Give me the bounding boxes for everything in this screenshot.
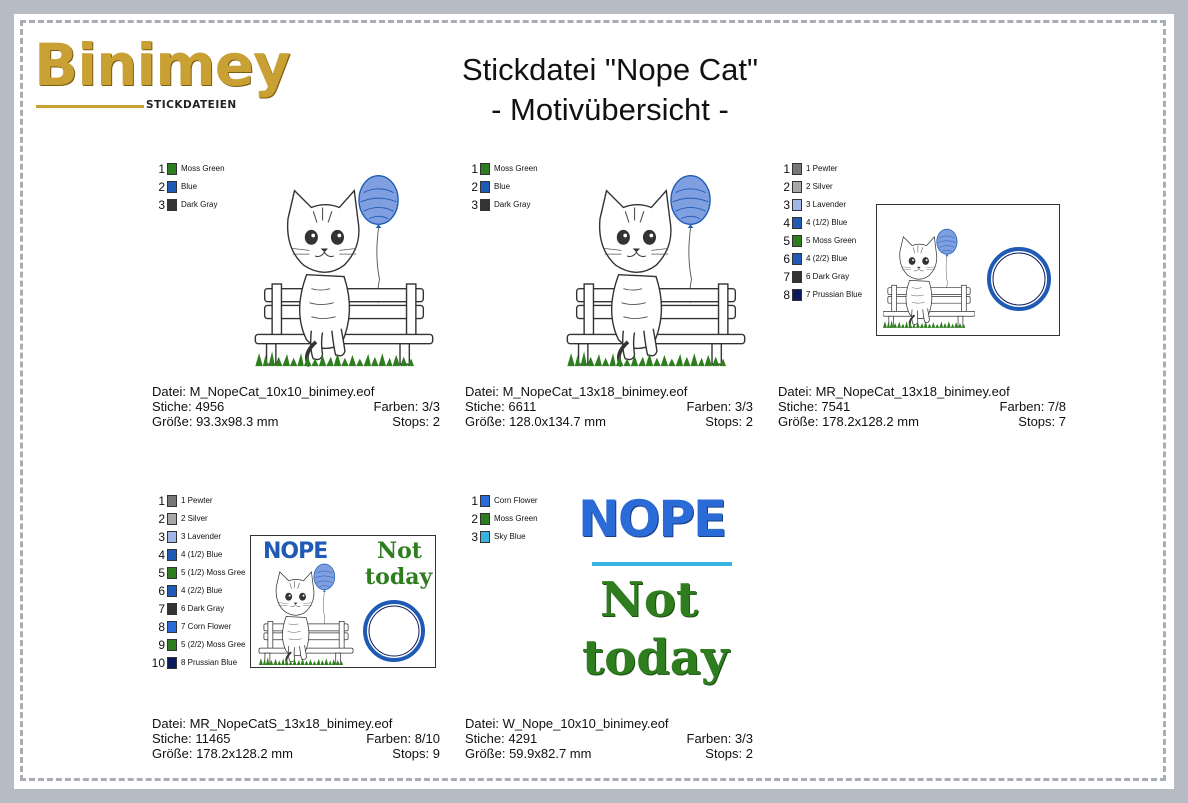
thread-color-name: Sky Blue	[494, 532, 526, 541]
logo-sub-text: STICKDATEIEN	[146, 99, 237, 111]
legend-number: 5	[783, 234, 790, 248]
legend-number: 3	[471, 530, 478, 544]
design-info-5	[465, 716, 753, 761]
file-name: Datei: M_NopeCat_10x10_binimey.eof	[152, 384, 375, 399]
monogram-ring-4	[359, 598, 429, 664]
legend-number: 1	[471, 494, 478, 508]
legend-number: 4	[158, 548, 165, 562]
legend-number: 9	[158, 638, 165, 652]
color-swatch	[480, 531, 490, 543]
legend-number: 2	[158, 180, 165, 194]
thread-color-name: 5 (1/2) Moss Gree	[181, 568, 246, 577]
color-swatch	[480, 163, 490, 175]
logo-main-text: Binimey	[34, 31, 290, 99]
file-name: Datei: MR_NopeCat_13x18_binimey.eof	[778, 384, 1010, 399]
color-count: Farben: 7/8	[999, 399, 1066, 414]
legend-number: 8	[158, 620, 165, 634]
legend-number: 6	[783, 252, 790, 266]
design-size: Größe: 93.3x98.3 mm	[152, 414, 279, 429]
thread-color-name: Dark Gray	[181, 200, 218, 209]
design-info-4	[152, 716, 440, 761]
thread-color-name: 3 Lavender	[181, 532, 222, 541]
color-swatch	[167, 621, 177, 633]
cat-bench-motif-2	[562, 172, 750, 368]
color-swatch	[480, 513, 490, 525]
thread-color-name: Moss Green	[494, 164, 538, 173]
cat-bench-motif-1	[250, 172, 438, 368]
color-swatch	[167, 603, 177, 615]
legend-number: 7	[783, 270, 790, 284]
color-count: Farben: 3/3	[373, 399, 440, 414]
nope-not-today-motif	[572, 490, 742, 710]
thread-color-name: 4 (2/2) Blue	[181, 586, 223, 595]
color-swatch	[167, 639, 177, 651]
design-size: Größe: 59.9x82.7 mm	[465, 746, 592, 761]
thread-color-name: 1 Pewter	[806, 164, 838, 173]
thread-color-name: 2 Silver	[181, 514, 208, 523]
design-info-3	[778, 384, 1066, 429]
page-title: Stickdatei "Nope Cat"	[462, 52, 758, 87]
not-text: Not	[600, 572, 699, 628]
design-info-2	[465, 384, 753, 429]
today-text: today	[365, 564, 433, 590]
stop-count: Stops: 7	[1018, 414, 1066, 429]
file-name: Datei: M_NopeCat_13x18_binimey.eof	[465, 384, 688, 399]
thread-color-name: Corn Flower	[494, 496, 538, 505]
thread-color-name: Moss Green	[181, 164, 225, 173]
stop-count: Stops: 2	[705, 746, 753, 761]
today-text: today	[582, 630, 729, 686]
color-swatch	[167, 585, 177, 597]
legend-number: 6	[158, 584, 165, 598]
thread-color-name: Dark Gray	[494, 200, 531, 209]
hoop-preview-4	[250, 535, 436, 668]
color-swatch	[167, 567, 177, 579]
legend-number: 10	[151, 656, 165, 670]
legend-number: 2	[783, 180, 790, 194]
page-subtitle: - Motivübersicht -	[491, 92, 729, 127]
not-text: Not	[377, 538, 422, 564]
design-size: Größe: 178.2x128.2 mm	[152, 746, 293, 761]
color-swatch	[480, 495, 490, 507]
color-count: Farben: 3/3	[686, 399, 753, 414]
thread-color-name: 7 Corn Flower	[181, 622, 232, 631]
legend-number: 4	[783, 216, 790, 230]
thread-color-name: 4 (1/2) Blue	[181, 550, 223, 559]
legend-number: 1	[158, 162, 165, 176]
color-swatch	[167, 199, 177, 211]
color-swatch	[480, 199, 490, 211]
thread-color-name: 4 (2/2) Blue	[806, 254, 848, 263]
legend-number: 3	[158, 530, 165, 544]
hoop-preview-3	[876, 204, 1060, 336]
thread-color-name: 5 (2/2) Moss Gree	[181, 640, 246, 649]
design-size: Größe: 128.0x134.7 mm	[465, 414, 606, 429]
color-swatch	[167, 163, 177, 175]
legend-number: 5	[158, 566, 165, 580]
cat-bench-motif-4	[257, 562, 355, 666]
stop-count: Stops: 2	[705, 414, 753, 429]
stop-count: Stops: 9	[392, 746, 440, 761]
legend-number: 2	[471, 512, 478, 526]
thread-color-name: 8 Prussian Blue	[181, 658, 238, 667]
color-count: Farben: 8/10	[366, 731, 440, 746]
legend-number: 1	[783, 162, 790, 176]
binimey-logo	[34, 30, 290, 120]
stitch-count: Stiche: 6611	[465, 399, 537, 414]
color-swatch	[167, 531, 177, 543]
thread-color-name: 7 Prussian Blue	[806, 290, 863, 299]
color-swatch	[792, 217, 802, 229]
thread-color-name: 3 Lavender	[806, 200, 847, 209]
color-swatch	[792, 181, 802, 193]
legend-number: 3	[158, 198, 165, 212]
legend-number: 3	[783, 198, 790, 212]
thread-color-name: 1 Pewter	[181, 496, 213, 505]
stitch-count: Stiche: 11465	[152, 731, 231, 746]
legend-number: 2	[471, 180, 478, 194]
color-swatch	[792, 199, 802, 211]
design-size: Größe: 178.2x128.2 mm	[778, 414, 919, 429]
stop-count: Stops: 2	[392, 414, 440, 429]
thread-color-name: 4 (1/2) Blue	[806, 218, 848, 227]
color-swatch	[167, 657, 177, 669]
file-name: Datei: W_Nope_10x10_binimey.eof	[465, 716, 669, 731]
thread-color-name: 6 Dark Gray	[181, 604, 225, 613]
thread-color-name: Blue	[494, 182, 511, 191]
color-swatch	[167, 181, 177, 193]
thread-color-name: Moss Green	[494, 514, 538, 523]
sky-blue-line	[592, 562, 732, 566]
monogram-ring-3	[985, 245, 1053, 313]
legend-number: 3	[471, 198, 478, 212]
logo-underline	[36, 105, 144, 108]
color-swatch	[480, 181, 490, 193]
legend-number: 8	[783, 288, 790, 302]
thread-color-name: 5 Moss Green	[806, 236, 857, 245]
legend-number: 1	[158, 494, 165, 508]
stitch-count: Stiche: 4291	[465, 731, 538, 746]
legend-number: 7	[158, 602, 165, 616]
color-swatch	[167, 513, 177, 525]
color-swatch	[167, 549, 177, 561]
color-swatch	[792, 235, 802, 247]
design-info-1	[152, 384, 440, 429]
cat-bench-motif-3	[883, 227, 975, 329]
color-swatch	[792, 271, 802, 283]
color-swatch	[167, 495, 177, 507]
thread-color-name: 2 Silver	[806, 182, 833, 191]
legend-number: 2	[158, 512, 165, 526]
thread-color-name: Blue	[181, 182, 198, 191]
legend-number: 1	[471, 162, 478, 176]
file-name: Datei: MR_NopeCatS_13x18_binimey.eof	[152, 716, 393, 731]
nope-text: NOPE	[578, 490, 726, 548]
color-swatch	[792, 163, 802, 175]
stitch-count: Stiche: 7541	[778, 399, 851, 414]
color-count: Farben: 3/3	[686, 731, 753, 746]
color-swatch	[792, 253, 802, 265]
thread-color-name: 6 Dark Gray	[806, 272, 850, 281]
color-swatch	[792, 289, 802, 301]
nope-text: NOPE	[263, 539, 328, 564]
stitch-count: Stiche: 4956	[152, 399, 225, 414]
